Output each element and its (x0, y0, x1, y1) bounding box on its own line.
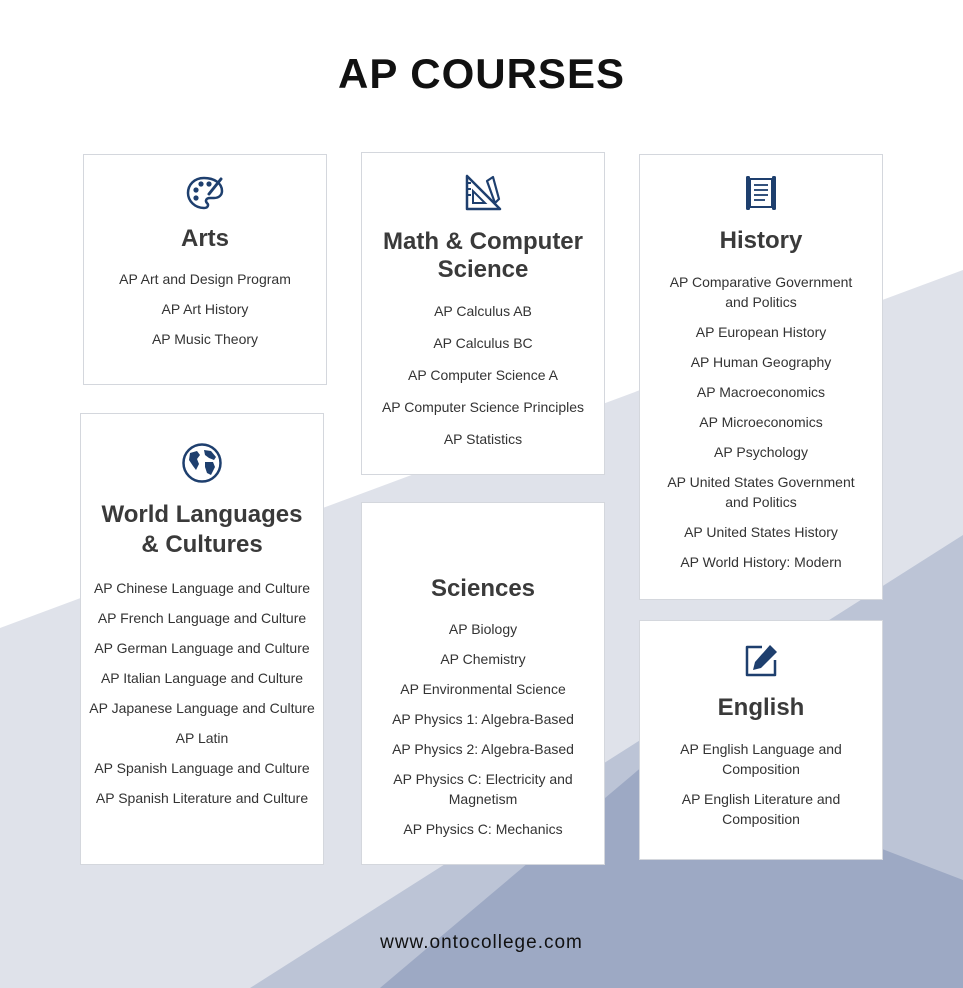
list-item: AP Italian Language and Culture (100, 670, 304, 686)
list-item: AP German Language and Culture (94, 640, 310, 656)
list-item: AP Psychology (714, 444, 808, 460)
list-item: AP Computer Science A (408, 367, 558, 383)
list-item: AP Comparative Government and Politics (669, 274, 853, 310)
edit-pencil-icon (742, 642, 780, 680)
list-item: AP Physics C: Electricity and Magnetism (393, 771, 573, 807)
list-item: AP Spanish Literature and Culture (95, 790, 309, 806)
list-item: AP Art and Design Program (119, 271, 291, 287)
list-item: AP French Language and Culture (97, 610, 307, 626)
palette-icon (185, 175, 225, 211)
globe-icon (181, 442, 223, 484)
list-item: AP Music Theory (151, 331, 259, 347)
english-title: English (717, 694, 805, 721)
sciences-list (362, 619, 604, 839)
arts-list (84, 269, 326, 349)
math-title: Math & Computer Science (383, 228, 583, 283)
card-english (639, 620, 883, 860)
list-item: AP Environmental Science (400, 681, 566, 697)
card-sciences (361, 502, 605, 865)
scroll-icon (741, 173, 781, 213)
card-math-computer-science (361, 152, 605, 475)
arts-title: Arts (180, 225, 229, 252)
list-item: AP Spanish Language and Culture (94, 760, 310, 776)
list-item: AP Microeconomics (699, 414, 823, 430)
card-history (639, 154, 883, 600)
list-item: AP English Language and Composition (680, 741, 842, 777)
math-list (362, 301, 604, 449)
list-item: AP European History (695, 324, 827, 340)
list-item: AP Biology (448, 621, 518, 637)
list-item: AP Calculus AB (434, 303, 532, 319)
list-item: AP Latin (175, 730, 229, 746)
page-title: AP COURSES (338, 50, 625, 97)
list-item: AP English Literature and Composition (681, 791, 841, 827)
list-item: AP United States History (684, 524, 838, 540)
list-item: AP Physics 2: Algebra-Based (392, 741, 574, 757)
history-list (640, 272, 882, 572)
list-item: AP Chinese Language and Culture (93, 580, 311, 596)
languages-list (81, 578, 323, 808)
languages-title: World Languages & Cultures (101, 501, 303, 558)
list-item: AP Human Geography (690, 354, 832, 370)
history-title: History (719, 227, 803, 254)
card-arts (83, 154, 327, 385)
website-url: www.ontocollege.com (380, 932, 583, 953)
sciences-title: Sciences (430, 575, 536, 602)
list-item: AP Calculus BC (433, 335, 533, 351)
card-world-languages (80, 413, 324, 865)
list-item: AP Chemistry (440, 651, 526, 667)
list-item: AP Physics 1: Algebra-Based (392, 711, 574, 727)
list-item: AP Japanese Language and Culture (89, 700, 315, 716)
list-item: AP Macroeconomics (696, 384, 826, 400)
list-item: AP United States Government and Politics (667, 474, 855, 510)
ruler-triangle-icon (463, 173, 503, 213)
list-item: AP World History: Modern (680, 554, 842, 570)
list-item: AP Computer Science Principles (381, 399, 585, 415)
list-item: AP Physics C: Mechanics (403, 821, 563, 837)
list-item: AP Statistics (443, 431, 523, 447)
list-item: AP Art History (161, 301, 249, 317)
english-list (640, 739, 882, 829)
